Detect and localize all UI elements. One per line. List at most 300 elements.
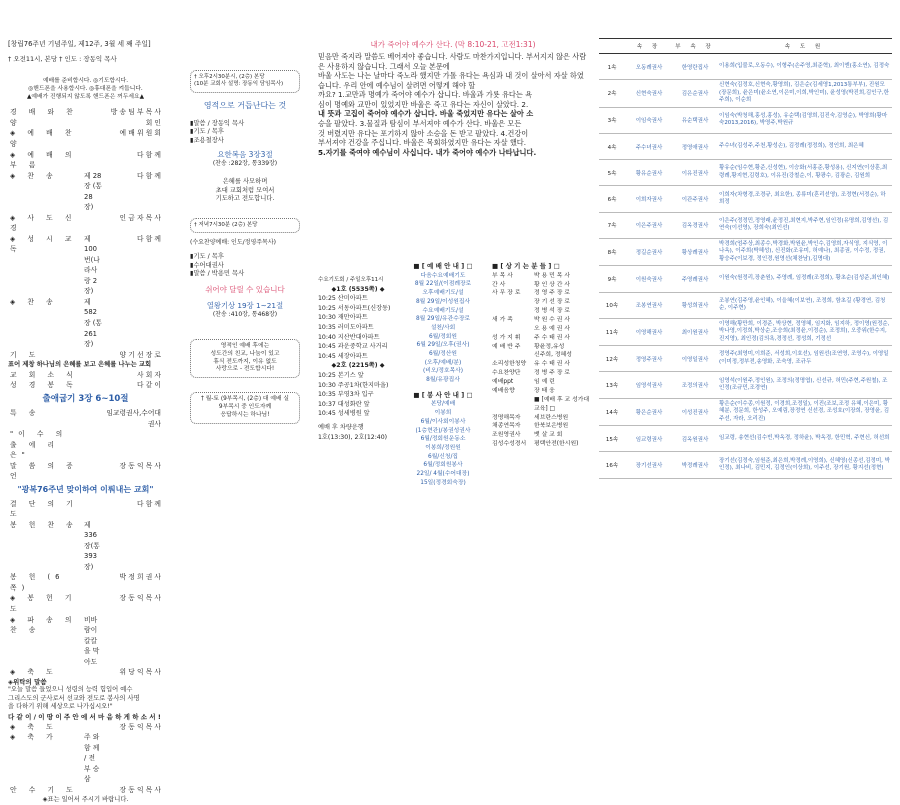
serve-list	[398, 400, 488, 487]
order-item-person: 다 함 께	[136, 234, 161, 243]
staff-list	[492, 272, 592, 449]
roster-members: 주수녀(김성주,주천,황성손), 김정례(정정희), 정인희, 최은혜	[717, 133, 892, 159]
wednesday-box	[190, 218, 300, 233]
order-row	[8, 213, 163, 234]
roster-leader: 이임숙권사	[625, 107, 673, 133]
roster-row	[599, 452, 892, 478]
order-item-person: 위 당 익 목 사	[119, 668, 161, 677]
roster-row	[599, 54, 892, 80]
order-item-person	[103, 429, 161, 461]
dawn-box	[190, 392, 300, 423]
order-item-value	[84, 107, 103, 128]
order-item-value	[84, 128, 103, 149]
roster-leader: 오동례권사	[625, 54, 673, 80]
roster-subleader: 이성진권사	[673, 398, 717, 425]
service-info	[398, 262, 488, 487]
scripture-ref: 출애굽기 3장 6~10절	[42, 393, 129, 404]
bus-stop-list	[318, 285, 398, 420]
order-item-name: ◈ 파 송 의 찬 송	[10, 615, 77, 635]
order-item-name: 기 도	[10, 350, 41, 359]
order-row	[8, 499, 163, 520]
order-item-person: 다 함 께	[136, 499, 161, 508]
roster-class-no: 9속	[599, 266, 625, 292]
order-item-person: 사 회 자	[136, 370, 161, 379]
staff-row	[492, 414, 592, 423]
roster-class-no: 10속	[599, 292, 625, 318]
order-row	[8, 461, 163, 482]
staff-name: 황 인 상 간 사	[534, 281, 570, 288]
afternoon-items	[190, 120, 300, 146]
roster-members: 이영해(황만희, 이경준, 박상현, 정영혜, 임지화, 임지하, 정이영(원정순,박나영,이정희,박상순,조승희(최정윤,이정순), 조정희), 오중위(한수지, 진지영), 최인정(김의욕,경정선, 정성희, 기정선	[717, 318, 892, 345]
order-item-name: ◈ 찬 송	[10, 297, 58, 306]
staff-name: 정 영 주 장 로 장 기 선 장 로 정 병 석 장 로	[534, 290, 570, 315]
service-head: ■ [ 예 배 안 내 ] □	[413, 262, 473, 270]
order-item-person: 다 같 이	[136, 381, 161, 390]
commission-text	[8, 686, 163, 712]
roster-leader: 조봉연권사	[625, 292, 673, 318]
order-row	[8, 732, 163, 785]
roster-subleader: 정영애권사	[673, 133, 717, 159]
roster-subleader: 한영란집사	[673, 54, 717, 80]
roster-leader: 정영주권사	[625, 346, 673, 372]
order-item-value: 비바람이 칼칼을 막아도	[84, 615, 100, 666]
order-item-name: 교 회 소 식	[10, 370, 78, 379]
roster-members: 신현숙(김정호,신현숙,황영희), 김은순(김세영1,2013통부부), 진원모(장문희), 윤은미(윤소연,이은미,이희,박인미), 윤성영(박진희,김인구,한주희), 이순희	[717, 80, 892, 107]
sermon-paragraph-3: 심이 명예와 교만이 있었지만 바울은 죽고 유다는 자신이 살았다. 2.	[318, 99, 529, 109]
order-item-name: 봉 헌 (6 쪽)	[10, 573, 65, 592]
fellowship-box	[190, 339, 300, 378]
order-item-person	[103, 520, 161, 573]
order-item-value	[84, 350, 103, 361]
roster-class-no: 1속	[599, 54, 625, 80]
roster-subleader: 김옥경권사	[673, 212, 717, 238]
afternoon-box	[190, 70, 300, 93]
roster-leader: 이은주권사	[625, 212, 673, 238]
afternoon-verse-sub: (찬송 :282장, 통339장)	[212, 160, 278, 168]
wednesday-verse-sub: (찬송 :410장, 통468장)	[212, 310, 278, 318]
dawn-title: † 월-토 (9부목시, (2층) 대 예배 실	[200, 396, 290, 403]
worship-order	[8, 107, 163, 360]
service-item: (오후/예배/분)	[424, 359, 462, 366]
serve-item: 6월/이사회이봉사	[420, 418, 466, 425]
staff-role: 간 사	[492, 281, 506, 288]
roster-row	[599, 398, 892, 425]
afternoon-title: † 오후2시30분시, (2층) 본당	[194, 74, 265, 80]
roster-members: 박경희(엄주상,최종수,박경화,박원윤,박인수,김영희,자식영, 지식영, 이나옥), 이주희(박혜성), 신진화(조유미, 허예나), 최종권, 이수정, 정권, 황승주(이보경, 정인경,원영선(채찬남),김명대)	[717, 239, 892, 266]
sermon-paragraph-7: 부서져야 건강을 주십니다. 바울은 목회하였지만 유다는 자살 했다.	[318, 138, 527, 148]
bus-stop: 10:25 본기스 앞	[318, 372, 364, 379]
roster-subleader: 박정례권사	[673, 452, 717, 478]
staff-role: 채종연목자	[492, 423, 521, 430]
serve-item: 15일(정경회숙장)	[420, 479, 466, 486]
motto-line: 표어 제창 하나님의 은혜를 보고 은혜를 나누는 교회	[8, 361, 152, 369]
order-item-value: 제 582 장 (통261장)	[84, 297, 102, 349]
roster-subleader: 주영례권사	[673, 266, 717, 292]
fellowship-line-0: 영적인 예배 후에는	[220, 342, 270, 349]
serve-item: (1층현관)/봉권성권사	[415, 427, 471, 434]
order-item-value	[84, 429, 103, 461]
roster-class-no: 4속	[599, 133, 625, 159]
order-item-value	[84, 213, 103, 234]
roster-class-no: 7속	[599, 212, 625, 238]
roster-class-no: 12속	[599, 346, 625, 372]
service-list	[398, 272, 488, 385]
staff-name: 유 수 태 권 사	[534, 361, 570, 368]
roster-row	[599, 266, 892, 292]
roster-class-no: 11속	[599, 318, 625, 345]
bus-stop: 10:45 세장아파트	[318, 352, 368, 360]
order-row	[8, 520, 163, 573]
order-item-value	[84, 667, 103, 678]
roster-members: 정영주(최영미,이희준, 서성희,이호선), 임원선(조연영, 조영수), 이영일(이미정,정부전,송영화, 조숙영, 조규두	[717, 346, 892, 372]
commission-line-2: 을 다하기 위해 세상으로 나가십시오!"	[8, 703, 113, 711]
afternoon-item-0: ▮말씀 / 장동익 목사	[190, 119, 245, 127]
bus-stop: 10:25 서동아파트(신장동)	[318, 304, 391, 312]
sermon-paragraph-6: 것 버렸지만 유다는 포기하지 않아 소승을 돈 받고 팔았다. 4.건강이	[318, 128, 529, 138]
order-item-person: 예 배 위 원 회	[119, 129, 161, 138]
dawn-line-1: 응답하시는 하나님!	[220, 411, 270, 418]
order-item-person: 장 동 익 목 사	[119, 722, 161, 731]
bus-stop: ◆1호 (5535쪽) ◆	[331, 285, 385, 293]
wednesday-heading: 쉬어야 달릴 수 있습니다	[205, 284, 285, 294]
staff-name: 평택안전(한시원)	[534, 441, 579, 448]
roster-subleader: 이관주권사	[673, 186, 717, 212]
fellowship-line-1: 성도간의 친교, 나눔이 있고	[210, 350, 280, 357]
sermon-paragraph-1: 바울 사도는 나는 날마다 죽노라 했지만 가톨 유다는 욕심과 내 것이 살아서 자살 하였습니다. 우리 안에 예수님이 살려면 어떻게 해야 할	[318, 71, 584, 90]
sermon-paragraph-8: 5.자기를 죽여야 예수님이 사십니다. 내가 죽어야 예수가 나타납니다.	[318, 147, 537, 157]
left-column	[8, 40, 163, 804]
roster-subleader: 김은순권사	[673, 80, 717, 107]
dismiss-line: 다 같 이 / 이 땅 이 주 안 에 서 마 음 하 게 하 소 서 !	[8, 712, 161, 721]
order-item-value	[84, 370, 103, 381]
worship-order-3	[8, 408, 163, 482]
staff-row	[492, 281, 592, 290]
order-item-value	[84, 593, 103, 614]
order-item-name: ◈ 예 배 찬 양	[10, 129, 77, 148]
order-row	[8, 150, 163, 171]
worship-order-4	[8, 499, 163, 678]
wednesday-sub: (수요찬양예배: 인도/정영주목사)	[190, 239, 276, 247]
class-roster-table	[599, 38, 892, 479]
order-item-name: ◈ 축 가	[10, 733, 58, 742]
serve-item: 이봉희	[434, 410, 452, 417]
order-item-person: 장 동 익 목 사	[119, 785, 161, 794]
staff-role: 성 가 지 휘	[492, 334, 521, 341]
order-row	[8, 128, 163, 149]
afternoon-sub: (10분 교회사 설명: 장동익 담임목사)	[194, 81, 284, 88]
roster-leader: 임교령권사	[625, 426, 673, 452]
order-item-name: ◈ 봉 헌 기 도	[10, 594, 77, 613]
roster-row	[599, 133, 892, 159]
order-item-value	[84, 499, 103, 520]
order-row	[8, 785, 163, 796]
staff-info	[492, 262, 592, 449]
roster-header-no	[599, 39, 625, 54]
staff-row	[492, 360, 592, 369]
sermon-paragraph-0: 믿음만 죽지라 말씀도 베어져야 좋습니다. 사람도 마찬가지입니다. 부서지지 않은 사람은 사용하지 않습니다. 그래서 오늘 본문에	[318, 51, 587, 71]
staff-row	[492, 396, 592, 414]
roster-subleader: 조정의권사	[673, 372, 717, 398]
roster-row	[599, 426, 892, 452]
sermon-summary-title: 내가 죽어야 예수가 산다. (막 8:10-21, 고전1:31)	[370, 40, 536, 49]
staff-name: 박 원 수 권 사 오 용 예 권 사	[534, 317, 570, 332]
bus-stop: ◆2호 (2215쪽) ◆	[331, 362, 385, 370]
staff-row	[492, 440, 592, 449]
order-item-name: ◈ 예 배 의 부 름	[10, 150, 77, 170]
order-item-name: 말 씀 의 증 언	[10, 461, 78, 481]
order-item-value	[84, 380, 103, 391]
order-item-person: 장 동 익 목 사	[119, 461, 161, 470]
service-item: (비오/정호목사)	[422, 368, 464, 375]
order-row	[8, 107, 163, 128]
order-item-value: 주 와 함 께 / 전 부 승 삼	[84, 733, 100, 784]
order-row	[8, 615, 163, 668]
fellowship-line-2: 휴식 전도까지, 이유 없도	[213, 358, 277, 365]
roster-members: 황유순(임수현,황준,신성현), 이승화(서홍준,황성용), 신지연(이상훈,최령례,황지현,김령호), 이유진(강철순,이, 황광수, 김광순, 김원희	[717, 160, 892, 186]
staff-row	[492, 316, 592, 334]
sermon-summary	[318, 40, 588, 157]
order-item-value	[84, 722, 103, 733]
intro-block	[8, 78, 163, 101]
order-row	[8, 297, 163, 350]
roster-members: 이용희(입불로,오동수), 이형주(손주영,최준혁), 최이엔(홍소연), 김정숙	[717, 54, 892, 80]
order-item-name: 결 단 의 기 도	[10, 499, 78, 519]
bus-schedule-foot2: 1호(13:30), 2호(12:40)	[318, 433, 388, 441]
roster-leader: 신현숙권사	[625, 80, 673, 107]
bus-stop: 10:45 성세병원 앞	[318, 410, 370, 418]
roster-leader: 이희자권사	[625, 186, 673, 212]
order-item-value: 제 336장(통 393장)	[84, 520, 100, 571]
roster-body	[599, 54, 892, 479]
order-item-person: 다 함 께	[136, 150, 161, 159]
roster-class-no: 8속	[599, 239, 625, 266]
bus-stop: 10:30 재만아파트	[318, 314, 368, 322]
roster-members: 조봉연(김주영,윤인혜), 이을혜(이보연), 조정희, 함초길 (황경연, 김청순, 이주현)	[717, 292, 892, 318]
staff-role	[492, 396, 534, 414]
order-row	[8, 593, 163, 614]
afternoon-blessing	[190, 178, 300, 204]
commission-head: ◈위탁의 말씀	[8, 677, 47, 686]
roster-class-no: 13속	[599, 372, 625, 398]
intro-line-1: ◎핸드폰을 사용합시다. ◎휴대폰을 켜둡니다.	[28, 85, 143, 92]
staff-name: 황윤정,유성 신주희, 정혜성	[534, 343, 572, 359]
order-item-person: 양 기 선 장 로	[119, 350, 161, 359]
staff-role: 조원영권사	[492, 432, 521, 439]
serve-item: 본당/예배	[430, 401, 456, 408]
roster-members: 이희자(차형경,조경규, 최요한), 종류미(혼리선영), 조정현(서정순), 하희정	[717, 186, 892, 212]
wednesday-item-2: ▮말씀 / 박용민 목사	[190, 270, 245, 278]
roster-members: 이원숙(원정리,장춘원), 주영례, 임정례(조정희), 황초순(김성준,최인혜)	[717, 266, 892, 292]
roster-subleader: 유순택권사	[673, 107, 717, 133]
prelude-line: † 오전11시, 본당 † 인도 : 장동익 목사	[8, 55, 117, 64]
order-item-name: ◈ 성 시 교 독	[10, 234, 77, 254]
order-row	[8, 429, 163, 461]
afternoon-heading: 영적으로 거듭난다는 것	[203, 100, 287, 110]
roster-subleader: 이영일권사	[673, 346, 717, 372]
staff-role: 정명해목자	[492, 414, 521, 421]
service-item: 8월 22일/(이점례장로	[414, 281, 472, 288]
afternoon-item-2: ▮조용철장사	[190, 136, 224, 144]
roster-row	[599, 80, 892, 107]
order-item-person	[103, 732, 161, 785]
roster-class-no: 2속	[599, 80, 625, 107]
order-item-value	[84, 572, 103, 593]
dawn-line-0: 9부목시 중 인도자께	[218, 404, 272, 410]
roster-class-no: 14속	[599, 398, 625, 425]
serve-item: 6월/정회원봉사	[423, 462, 463, 469]
order-item-name: ◈ 축 도	[10, 668, 58, 677]
service-item: 6월/정산원	[428, 350, 458, 357]
roster-header-leader: 속 장	[625, 39, 673, 54]
commission-line-0: "오늘 말씀 들었으니 성령의 능력 힘입어 예수	[8, 686, 133, 694]
roster-class-no: 15속	[599, 426, 625, 452]
roster-subleader: 이유진권사	[673, 160, 717, 186]
afternoon-verse: 요한복음 3장3절	[217, 150, 273, 160]
staff-row	[492, 272, 592, 281]
order-row	[8, 370, 163, 381]
blessing-line-1: 초대 교회처럼 모여서	[215, 186, 275, 194]
order-item-name: "이 수 의 출 에 리 은"	[10, 430, 68, 460]
roster-row	[599, 346, 892, 372]
order-item-name: 성 경 봉 독	[10, 381, 78, 390]
bus-stop: 10:40 지산반대아파트	[318, 333, 380, 341]
roster-subleader: 최이원권사	[673, 318, 717, 345]
serve-item: 이봉희/정원원	[425, 444, 461, 451]
staff-head: ■ [ 상 기 는 분 들 ] □	[492, 262, 560, 270]
order-row	[8, 234, 163, 297]
order-item-name: ◈ 찬 송	[10, 171, 58, 180]
roster-members: 이은주(정정민,정영래,윤정진,최현지,박주현,임인정(유명희,김영선), 김연숙(이선영), 장희숙(최인선)	[717, 212, 892, 238]
service-item: 다음수요예배기도	[420, 272, 466, 279]
service-item: 8월 29일/유관수장로	[415, 316, 471, 323]
roster-header-row	[599, 39, 892, 54]
order-row	[8, 572, 163, 593]
roster-members: 임교령, 송현선(김수빈,박옥경, 정하윤), 박옥경, 한민혁, 주현신, 허선희	[717, 426, 892, 452]
roster-leader: 이원숙권사	[625, 266, 673, 292]
roster-row	[599, 160, 892, 186]
worship-order-5	[8, 722, 163, 796]
wednesday-title: † 저녁7시30분 (2층) 본당	[194, 221, 258, 228]
roster-subleader: 황성희권사	[673, 292, 717, 318]
service-item: 8월/유광집사	[426, 377, 460, 383]
staff-row	[492, 387, 592, 396]
roster-row	[599, 212, 892, 238]
footer-note: ◈표는 일어서 주시기 바랍니다.	[42, 796, 129, 804]
staff-role: 소리성한청양	[492, 361, 527, 368]
staff-name: 한북보은병원	[534, 423, 569, 430]
service-item: 수요예배기도/설	[422, 307, 464, 314]
roster-members: 장기선(김정숙,임원준,최은희,박정례,이영희), 신혜영(신종선,김정미, 박인정), 최나비, 김민지, 김정인(이상희), 이주선, 장기원, 황지선(정현)	[717, 452, 892, 478]
wednesday-items	[190, 253, 300, 279]
roster-leader: 황유순권사	[625, 160, 673, 186]
order-item-value: 제100번(나라사랑 2장)	[84, 234, 100, 296]
order-item-person: 인 금 자 목 사	[119, 213, 161, 222]
staff-name: 주 수 태 권 사	[534, 334, 570, 341]
serve-item: 22일/ 4월(수어대장)	[416, 470, 470, 477]
service-item: 오후예배기도/설	[422, 290, 464, 297]
service-item: 8월 29일/이성원집사	[415, 298, 471, 305]
intro-line-0: 예배를 준비합시다. ◎기도합시다.	[42, 77, 129, 84]
order-item-name: ◈ 사 도 신 경	[10, 213, 77, 233]
staff-name: ■ [예배 후 교 성가대 교육] □	[534, 396, 590, 412]
staff-name: 세브란스병원	[534, 414, 569, 421]
order-row	[8, 408, 163, 429]
sermon-title: "광복76주년 맞이하여 이뤄내는 교회"	[17, 484, 154, 494]
roster-leader: 임영석권사	[625, 372, 673, 398]
roster-class-no: 16속	[599, 452, 625, 478]
order-item-value	[84, 461, 103, 482]
order-item-person: 방 송 팀 부 목 사 회 인	[110, 108, 161, 127]
order-row	[8, 667, 163, 678]
roster-class-no: 5속	[599, 160, 625, 186]
staff-row	[492, 334, 592, 343]
staff-role: 새 가 족	[492, 317, 513, 324]
staff-name: 정 병 주 장 로	[534, 370, 570, 377]
staff-role: 예배ppt	[492, 379, 514, 386]
roster-row	[599, 292, 892, 318]
fellowship-line-3: 사랑으로 - 전도합시다!	[215, 366, 275, 373]
roster-class-no: 6속	[599, 186, 625, 212]
roster-row	[599, 107, 892, 133]
roster-members: 황은순(이수종,이원정, 이경희,조정일), 이진(조보,조정 유혜,이은미, 황혜분, 정문희, 한성주, 오예림,장정연 신선경, 조성호(이장희, 장영윤, 김주선, 자라, 오리진)	[717, 398, 892, 425]
staff-row	[492, 431, 592, 440]
order-item-person: 임교령권사,수어대권사	[106, 409, 161, 428]
roster-leader: 주수녀권사	[625, 133, 673, 159]
staff-row	[492, 378, 592, 387]
worship-order-2	[8, 370, 163, 391]
staff-row	[492, 369, 592, 378]
staff-name: 임 예 린	[534, 379, 555, 386]
serve-item: 6월/정회원운동소	[420, 436, 466, 443]
bus-stop: 10:45 과운중학교 사거리	[318, 343, 388, 351]
order-item-name: 안 수 기 도	[10, 785, 78, 794]
roster-class-no: 3속	[599, 107, 625, 133]
roster-subleader: 황상례권사	[673, 239, 717, 266]
order-row	[8, 380, 163, 391]
staff-role: 수요찬양단	[492, 370, 521, 377]
roster-row	[599, 186, 892, 212]
order-item-name: 봉 헌 찬 송	[10, 520, 78, 529]
bus-schedule	[318, 276, 398, 442]
commission-line-1: 그리스도의 군사로서 선교와 전도로 봉사의 사명	[8, 694, 140, 702]
wednesday-verse: 열왕기상 19장 1~21절	[206, 301, 284, 310]
order-item-value	[84, 150, 103, 171]
staff-role: 예 배 반 주	[492, 343, 521, 350]
staff-name: 박 용 민 목 사	[534, 272, 570, 279]
order-item-name: 경 배 와 찬 양	[10, 108, 78, 127]
bus-stop: 10:35 러미도아파트	[318, 323, 374, 331]
staff-role: 부 목 사	[492, 272, 513, 279]
service-item: 설천/사회	[430, 324, 456, 331]
order-item-value: 제 28 장 (통 28 장)	[84, 171, 102, 212]
roster-header-members: 속 도 원	[717, 39, 892, 54]
middle-column	[190, 70, 300, 501]
roster-row	[599, 372, 892, 398]
intro-line-2: ▲예배가 진행되지 않도록 핸드폰은 꺼두세요▲	[26, 93, 145, 100]
bus-schedule-date: 수요기도회 / 주일오후11시	[318, 277, 384, 283]
roster-header-subleader: 부 속 장	[673, 39, 717, 54]
header-line: [창립76주년 기념주일, 제12주, 3월 세 째 주일]	[8, 40, 151, 48]
order-item-name: ◈ 축 도	[10, 722, 58, 731]
order-item-name: 특 송	[10, 409, 41, 418]
staff-role: 사 무 장 로	[492, 290, 521, 297]
staff-row	[492, 289, 592, 316]
bus-stop: 10:35 부영3차 입구	[318, 391, 374, 399]
serve-head: ■ [ 봉 사 안 내 ] □	[413, 390, 473, 399]
wednesday-item-0: ▮기도 / 목후	[190, 253, 224, 261]
sermon-paragraph-2: 까요? 1.교만과 명예가 죽어야 예수가 삽니다. 바울과 가룟 유다는 욕	[318, 90, 533, 100]
staff-row	[492, 343, 592, 361]
